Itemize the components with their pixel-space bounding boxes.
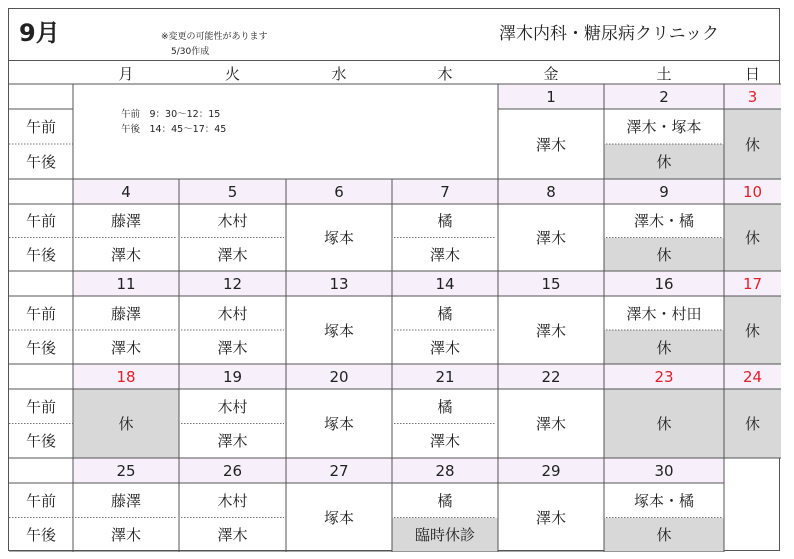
- session-label-am: 午前: [25, 118, 56, 136]
- date-cell: 23: [604, 364, 724, 389]
- schedule-calendar: [8, 8, 780, 551]
- doctor-cell-pm: 澤木: [110, 526, 141, 545]
- day-of-week: 日: [744, 65, 760, 83]
- doctor-cell: 休: [724, 109, 781, 179]
- doctor-cell-pm: 澤木: [217, 338, 248, 357]
- hours-am: 午前 9：30～12：15: [121, 109, 221, 120]
- doctor-cell: 休: [724, 204, 781, 271]
- doctor-cell-pm: 休: [604, 238, 724, 272]
- doctor-cell-pm: 澤木: [217, 526, 248, 545]
- doctor-cell: 澤木: [535, 509, 566, 527]
- date-cell: 12: [179, 271, 286, 296]
- date-cell: 27: [286, 458, 392, 483]
- session-label-pm: 午後: [25, 432, 56, 451]
- calendar-grid-lines: [9, 9, 781, 552]
- doctor-cell-pm: 澤木: [217, 245, 248, 264]
- date-cell: 25: [73, 458, 179, 483]
- doctor-cell-pm: 休: [604, 330, 724, 364]
- day-of-week: 土: [656, 65, 672, 83]
- day-of-week: 月: [118, 65, 134, 83]
- consultation-hours: [121, 107, 226, 137]
- session-label-pm: 午後: [25, 338, 56, 357]
- date-cell: 18: [73, 364, 179, 389]
- date-cell: 30: [604, 458, 724, 483]
- doctor-cell-pm: 澤木: [429, 338, 460, 357]
- clinic-name: 澤木内科・糖尿病クリニック: [499, 24, 719, 44]
- doctor-cell-pm: 澤木: [217, 432, 248, 451]
- doctor-cell: 澤木: [535, 321, 566, 340]
- date-cell: 13: [286, 271, 392, 296]
- doctor-cell-am: 藤澤: [110, 491, 141, 510]
- doctor-cell-pm: 澤木: [429, 432, 460, 451]
- doctor-cell-am: 橘: [437, 397, 453, 416]
- session-label-am: 午前: [25, 304, 56, 323]
- day-of-week: 水: [331, 65, 347, 83]
- date-cell: 6: [286, 179, 392, 204]
- doctor-cell-am: 澤木・橘: [633, 212, 694, 231]
- doctor-cell-am: 橘: [437, 491, 453, 510]
- date-cell: 21: [392, 364, 498, 389]
- date-cell: 9: [604, 179, 724, 204]
- date-cell: 10: [724, 179, 781, 204]
- doctor-cell: 塚本: [323, 321, 354, 340]
- doctor-cell: 休: [724, 389, 781, 458]
- date-cell: 26: [179, 458, 286, 483]
- doctor-cell: 休: [724, 296, 781, 364]
- doctor-cell: 休: [604, 389, 724, 458]
- date-cell: 8: [498, 179, 604, 204]
- doctor-cell: 澤木: [535, 415, 566, 433]
- date-cell: 14: [392, 271, 498, 296]
- date-cell: 17: [724, 271, 781, 296]
- doctor-cell-am: 澤木・塚本: [626, 118, 702, 136]
- session-label-am: 午前: [25, 491, 56, 510]
- session-label-pm: 午後: [25, 526, 56, 545]
- doctor-cell-pm: 休: [604, 518, 724, 553]
- date-cell: 5: [179, 179, 286, 204]
- date-cell: 28: [392, 458, 498, 483]
- date-cell: 19: [179, 364, 286, 389]
- doctor-cell-am: 木村: [217, 397, 248, 416]
- date-cell: 20: [286, 364, 392, 389]
- hours-pm: 午後 14：45～17：45: [121, 124, 227, 135]
- date-cell: 3: [724, 84, 781, 109]
- doctor-cell-am: 藤澤: [110, 212, 141, 231]
- date-cell: 16: [604, 271, 724, 296]
- created-date: 5/30作成: [171, 47, 210, 57]
- month-title: 9月: [19, 19, 60, 47]
- date-cell: 29: [498, 458, 604, 483]
- doctor-cell-pm: 澤木: [110, 338, 141, 357]
- day-of-week: 金: [543, 65, 559, 83]
- doctor-cell-pm: 休: [604, 144, 724, 179]
- date-cell: 24: [724, 364, 781, 389]
- date-cell: 1: [498, 84, 604, 109]
- date-cell: 7: [392, 179, 498, 204]
- doctor-cell: 休: [73, 389, 179, 458]
- date-cell: 4: [73, 179, 179, 204]
- doctor-cell: 塚本: [323, 415, 354, 433]
- doctor-cell-am: 塚本・橘: [633, 491, 694, 510]
- doctor-cell-pm: 澤木: [429, 245, 460, 264]
- day-of-week: 火: [224, 65, 240, 83]
- session-label-am: 午前: [25, 397, 56, 416]
- doctor-cell-am: 橘: [437, 212, 453, 231]
- change-notice: ※変更の可能性があります: [161, 32, 268, 42]
- date-cell: 15: [498, 271, 604, 296]
- doctor-cell-am: 木村: [217, 212, 248, 231]
- doctor-cell: 澤木: [535, 135, 566, 154]
- doctor-cell: 塚本: [323, 229, 354, 247]
- day-of-week: 木: [437, 65, 453, 83]
- date-cell: 22: [498, 364, 604, 389]
- doctor-cell-am: 澤木・村田: [626, 304, 702, 323]
- session-label-pm: 午後: [25, 245, 56, 264]
- date-cell: 11: [73, 271, 179, 296]
- doctor-cell-am: 藤澤: [110, 304, 141, 323]
- doctor-cell-pm: 澤木: [110, 245, 141, 264]
- doctor-cell: 塚本: [323, 509, 354, 527]
- doctor-cell-pm: 臨時休診: [392, 518, 498, 553]
- session-label-pm: 午後: [25, 153, 56, 171]
- session-label-am: 午前: [25, 212, 56, 231]
- doctor-cell-am: 橘: [437, 304, 453, 323]
- doctor-cell-am: 木村: [217, 304, 248, 323]
- date-cell: 2: [604, 84, 724, 109]
- doctor-cell-am: 木村: [217, 491, 248, 510]
- doctor-cell: 澤木: [535, 229, 566, 247]
